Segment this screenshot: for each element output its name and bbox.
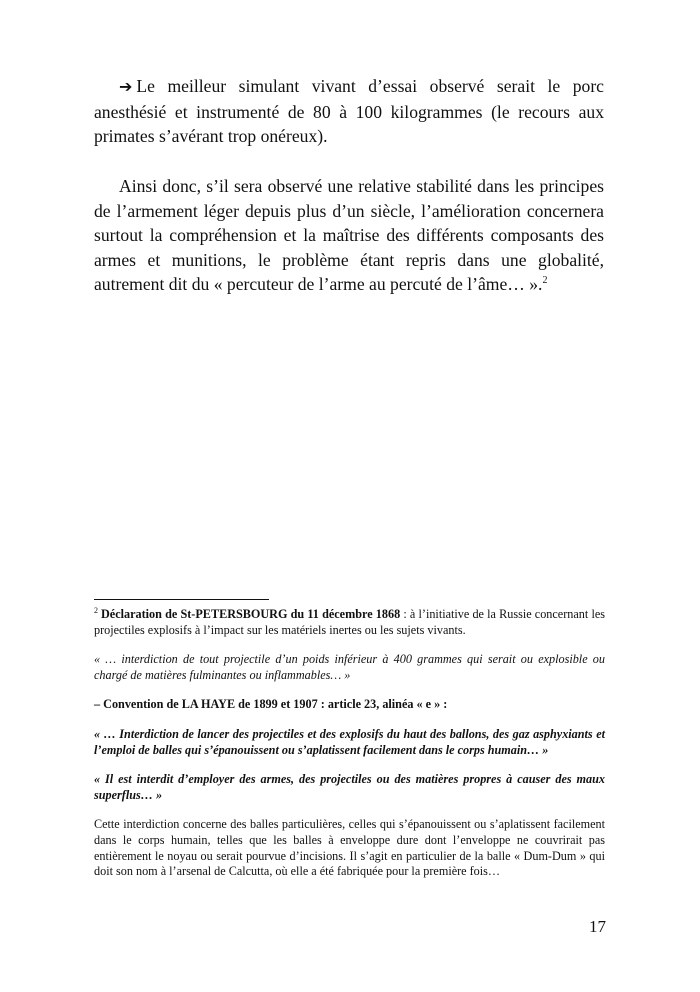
footnote-quote-superfluous: « Il est interdit d’employer des armes, des projectiles ou des matières propres à causer des maux superflus… » [94, 772, 605, 802]
footnote-quote-balloons: « … Interdiction de lancer des projectiles et des explosifs du haut des ballons, des gaz asphyxiants et l’emploi de balles qui s’épanouissent ou s’aplatissent facilement dans le corps humain… » [94, 726, 605, 757]
footnote-convention-heading: – Convention de LA HAYE de 1899 et 1907 : article 23, alinéa « e » : [94, 697, 448, 712]
footnote-separator [94, 599, 269, 600]
paragraph-armament-stability-text: Ainsi donc, s’il sera observé une relative stabilité dans les principes de l’armement léger depuis plus d’un siècle, l’amélioration concernera surtout la compréhension et la maîtrise des différents composants des armes et munitions, le problème étant repris dans une globalité, autrement dit du « percuteur de l’arme au percuté de l’âme… ». [94, 176, 604, 295]
paragraph-pig-simulant-text: Le meilleur simulant vivant d’essai observé serait le porc anesthésié et instrumenté de 80 à 100 kilogrammes (le recours aux primates s’avérant trop onéreux). [94, 76, 604, 147]
paragraph-pig-simulant [94, 74, 604, 149]
declaration-text: : à l’initiative de la Russie concernant les projectiles explosifs à l’impact sur les matériels inertes ou les sujets vivants. [94, 607, 605, 637]
paragraph-armament-stability [94, 174, 604, 297]
footnote-dum-dum-explanation: Cette interdiction concerne des balles particulières, celles qui s’épanouissent ou s’aplatissent facilement dans le corps humain, telles que les balles à enveloppe dure dont l’enveloppe ne couvrirait pas entièrement le noyau ou serait pourvue d’incisions. Il s’agit en particulier de la balle « Dum-Dum » qui doit son nom à l’arsenal de Calcutta, où elle a été fabriquée pour la première fois… [94, 817, 605, 879]
right-arrow-icon: ➔ [119, 77, 133, 96]
footnote-quote-petersbourg: « … interdiction de tout projectile d’un poids inférieur à 400 grammes qui serait ou explosible ou chargé de matières fulminantes ou inflammables… » [94, 652, 605, 682]
page-number: 17 [589, 917, 606, 936]
footnote-number: 2 [94, 606, 98, 615]
footnote-declaration [94, 607, 605, 638]
footnote-reference: 2 [542, 275, 548, 287]
declaration-title: Déclaration de St-PETERSBOURG du 11 décembre 1868 [101, 607, 401, 621]
footnotes-section [94, 607, 605, 880]
